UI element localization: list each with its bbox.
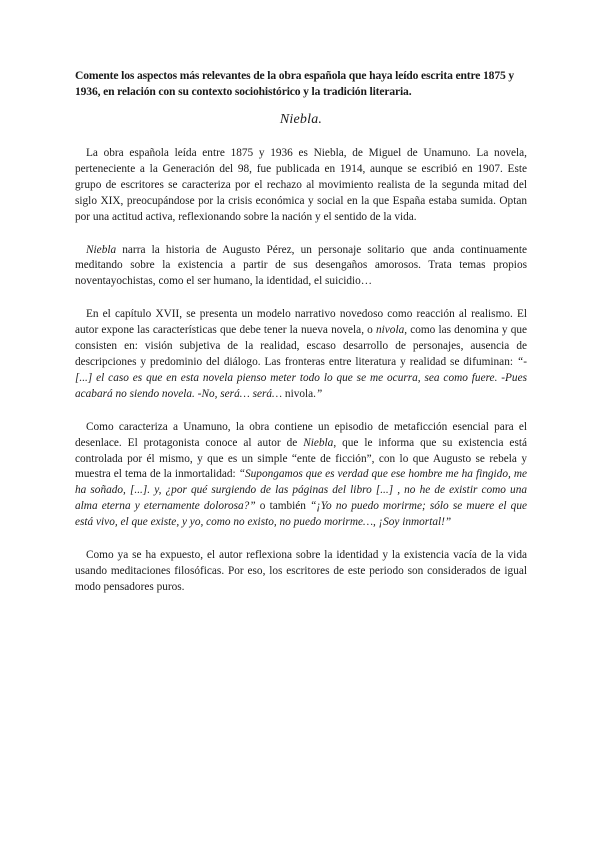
paragraph-1 [75,146,527,226]
paragraph-segment-italic: nivola [376,324,405,337]
paragraph-segment: Como caracteriza a Unamuno, la obra contiene un episodio de metaficción esencial para el desenlace. El protagonista conoce al autor de [75,420,527,449]
paragraph-segment-italic: Niebla [86,243,117,256]
paragraph-segment: , que le informa que su existencia está controlada por él mismo, y que es un simple “ente de ficción”, con lo que Augusto se rebela y muestra el tema de la inmortalidad: [75,436,527,481]
paragraph-segment: nivola. [282,387,316,400]
paragraph-segment: o también [255,500,311,513]
paragraph-segment: narra la historia de Augusto Pérez, un personaje solitario que anda continuamente meditando sobre la existencia a partir de sus desengaños amorosos. Trata temas propios noventayochistas, como el ser humano, la identidad, el suicidio… [75,243,527,288]
quote-segment: “¡Yo no puedo morirme; sólo se muere el que está vivo, el que existe, y yo, como no existo, no puedo morirme…, ¡Soy inmortal!” [75,500,527,529]
document-content [75,68,527,613]
paragraph-segment: En el capítulo XVII, se presenta un modelo narrativo novedoso como reacción al realismo. El autor expone las características que debe tener la nueva novela, o [75,308,527,337]
exam-prompt: Comente los aspectos más relevantes de la obra española que haya leído escrita entre 1875 y 1936, en relación con su contexto sociohistórico y la tradición literaria. [75,69,515,98]
paragraph-3 [75,307,527,402]
paragraph-segment-italic: Niebla [303,436,334,449]
paragraph-segment: Como ya se ha expuesto, el autor reflexiona sobre la identidad y la existencia vacía de la vida usando meditaciones filosóficas. Por eso, los escritores de este periodo son considerados de igual modo pensadores puros. [75,549,527,593]
quote-segment: “-[...] el caso es que en esta novela pienso meter todo lo que se me ocurra, sea como fuere. -Pues acabará no siendo novela. -No, será… será… [75,355,527,400]
paragraph-segment: , como las denomina y que consisten en: visión subjetiva de la realidad, escaso desarrollo de personajes, ausencia de descripciones y predominio del diálogo. Las fronteras entre literatura y realidad se difuminan: [75,324,528,368]
paragraph-2 [75,243,527,291]
paragraph-4 [75,420,527,531]
paragraph-5 [75,548,527,596]
document-title: Niebla. [279,112,323,127]
paragraph-segment: La obra española leída entre 1875 y 1936 es Niebla, de Miguel de Unamuno. La novela, perteneciente a la Generación del 98, fue publicada en 1914, aunque se escribió en 1907. Este grupo de escritores se caracteriza por el rechazo al movimiento realista de la segunda mitad del siglo XIX, preocupándose por la crisis económica y social en la que España estaba sumida. Optan por una actitud activa, reflexionando sobre la nación y el sentido de la vida. [75,147,527,223]
quote-segment: “Supongamos que es verdad que ese hombre me ha fingido, me ha soñado, [...]. y, ¿por qué surgiendo de las páginas del libro [...] , no he de existir como una alma eterna y eternamente dolorosa?” [75,468,527,513]
quote-segment: ” [316,387,323,400]
